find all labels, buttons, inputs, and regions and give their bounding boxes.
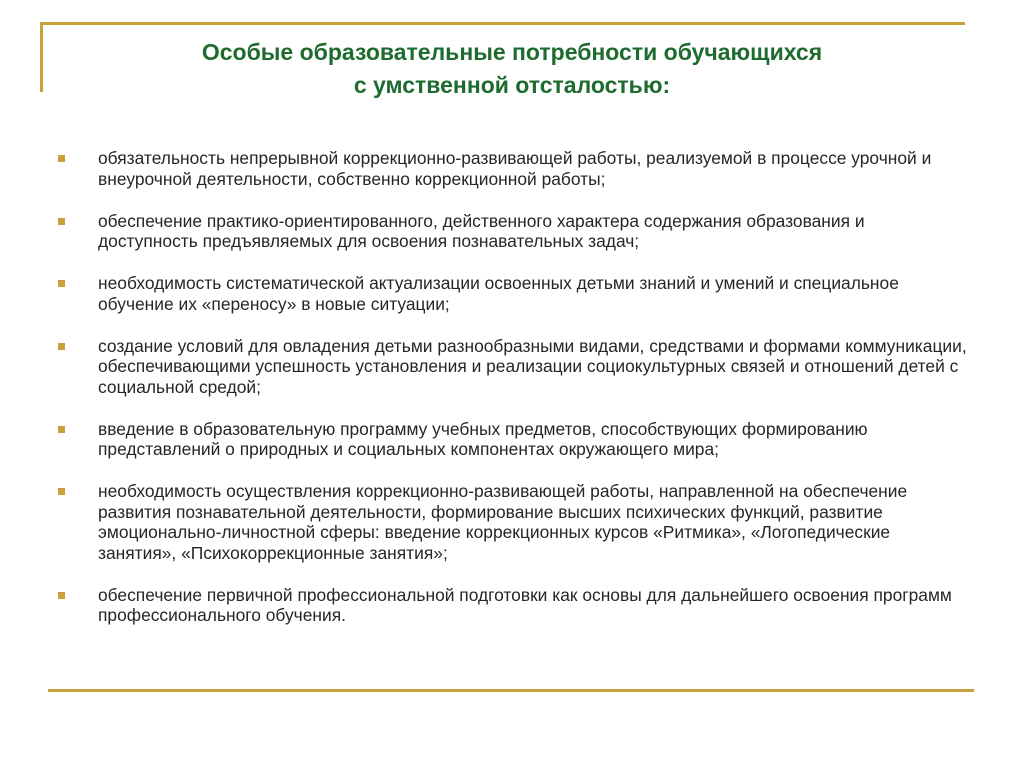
square-bullet-icon — [58, 155, 65, 162]
list-item-text: обеспечение практико-ориентированного, действенного характера содержания образования и доступность предъявляемых для освоения познавательных задач; — [98, 210, 865, 251]
frame-top-line — [40, 22, 965, 25]
list-item-text: необходимость осуществления коррекционно-развивающей работы, направленной на обеспечение развития познавательной деятельности, формирование высших психических функций, развитие эмоционально-личностной сферы: введение коррекционных курсов «Ритмика», «Логопедические занятия», «Психокоррекционные занятия»; — [98, 481, 908, 563]
square-bullet-icon — [58, 218, 65, 225]
list-item — [58, 585, 968, 626]
list-item-text: создание условий для овладения детьми разнообразными видами, средствами и формами коммуникации, обеспечивающими успешность установления и реализации социокультурных связей и отношений детей с социальной средой; — [98, 335, 967, 397]
square-bullet-icon — [58, 280, 65, 287]
list-item-text: необходимость систематической актуализации освоенных детьми знаний и умений и специальное обучение их «переносу» в новые ситуации; — [98, 273, 899, 314]
list-item-text: обеспечение первичной профессиональной подготовки как основы для дальнейшего освоения программ профессионального обучения. — [98, 584, 952, 625]
list-item — [58, 148, 968, 189]
frame-left-line — [40, 22, 43, 92]
square-bullet-icon — [58, 426, 65, 433]
needs-list — [58, 148, 968, 647]
list-item-text: обязательность непрерывной коррекционно-развивающей работы, реализуемой в процессе урочной и внеурочной деятельности, собственно коррекционной работы; — [98, 148, 932, 189]
list-item-text: введение в образовательную программу учебных предметов, способствующих формированию представлений о природных и социальных компонентах окружающего мира; — [98, 418, 868, 459]
list-item — [58, 419, 968, 460]
list-item — [58, 336, 968, 398]
title-line-2: с умственной отсталостью: — [353, 72, 671, 98]
square-bullet-icon — [58, 592, 65, 599]
title-line-1: Особые образовательные потребности обучающихся — [201, 39, 823, 65]
list-item — [58, 481, 968, 563]
square-bullet-icon — [58, 343, 65, 350]
list-item — [58, 211, 968, 252]
slide-title — [60, 36, 964, 102]
list-item — [58, 273, 968, 314]
square-bullet-icon — [58, 488, 65, 495]
frame-bottom-line — [48, 689, 974, 692]
